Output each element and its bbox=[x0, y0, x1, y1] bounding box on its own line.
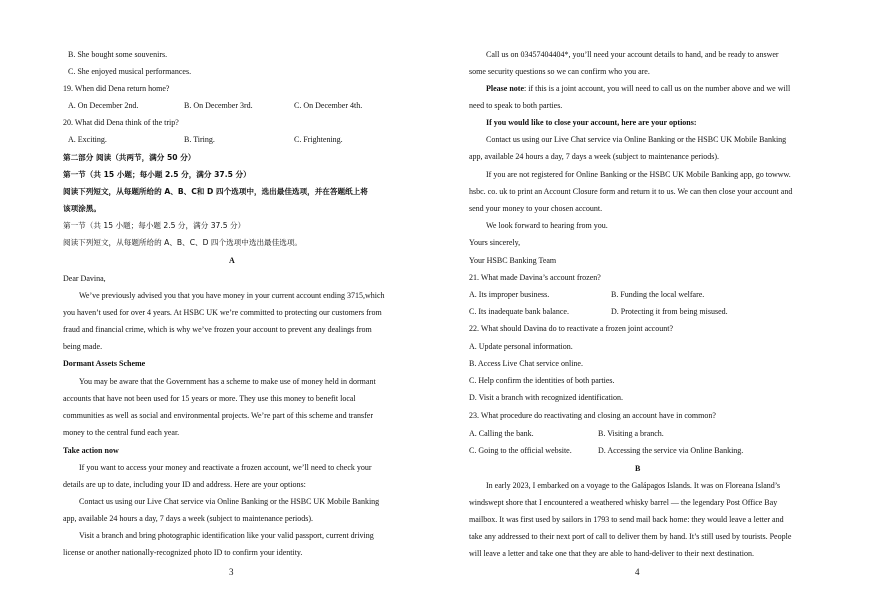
q22-option-a: A. Update personal information. bbox=[469, 342, 573, 351]
please-note-text: : if this is a joint account, you will need to call us on the number above and we will bbox=[524, 84, 791, 93]
paragraph-line: mailbox. It was first used by sailors in 1793 to send mail back home: they would leave a letter and bbox=[469, 515, 784, 524]
section1-instruction: 阅读下列短文，从每题所给的 A、B、C和 D 四个选项中，选出最佳选项，并在答题纸上将 bbox=[63, 187, 368, 196]
page-number-left: 3 bbox=[229, 567, 234, 577]
paragraph-line: If you want to access your money and reactivate a frozen account, we’ll need to check your bbox=[79, 463, 372, 472]
question-23: 23. What procedure do reactivating and closing an account have in common? bbox=[469, 411, 716, 420]
page-number-right: 4 bbox=[635, 567, 640, 577]
part2-title: 第二部分 阅读（共两节，满分 50 分） bbox=[63, 153, 196, 162]
paragraph-line: If you are not registered for Online Banking or the HSBC UK Mobile Banking app, go towww. bbox=[486, 170, 791, 179]
paragraph-line: need to speak to both parties. bbox=[469, 101, 563, 110]
paragraph-line: Visit a branch and bring photographic identification like your valid passport, current driving bbox=[79, 531, 374, 540]
question-19: 19. When did Dena return home? bbox=[63, 84, 170, 93]
paragraph-line: details are up to date, including your ID and address. Here are your options: bbox=[63, 480, 306, 489]
dormant-heading: Dormant Assets Scheme bbox=[63, 359, 146, 368]
paragraph-line: You may be aware that the Government has a scheme to make use of money held in dormant bbox=[79, 377, 376, 386]
paragraph-line: Contact us using our Live Chat service via Online Banking or the HSBC UK Mobile Banking bbox=[79, 497, 380, 506]
q23-option-d: D. Accessing the service via Online Banking. bbox=[598, 446, 744, 455]
paragraph-line: windswept shore that I encountered a weathered whisky barrel — the legendary Post Office Bay bbox=[469, 498, 778, 507]
q19-option-b: B. On December 3rd. bbox=[184, 101, 253, 110]
q21-option-a: A. Its improper business. bbox=[469, 290, 550, 299]
sign-off: Yours sincerely, bbox=[469, 238, 521, 247]
q22-option-d: D. Visit a branch with recognized identification. bbox=[469, 393, 623, 402]
q21-option-c: C. Its inadequate bank balance. bbox=[469, 307, 569, 316]
paragraph-line: We look forward to hearing from you. bbox=[486, 221, 608, 230]
section1b-instruction: 阅读下列短文，从每题所给的 A、B、C、D 四个选项中选出最佳选项。 bbox=[63, 238, 303, 247]
question-21: 21. What made Davina’s account frozen? bbox=[469, 273, 601, 282]
paragraph-line: In early 2023, I embarked on a voyage to the Galápagos Islands. It was on Floreana Island’s bbox=[486, 481, 781, 490]
passage-a-heading: A bbox=[229, 256, 235, 265]
paragraph-line: money to the central fund each year. bbox=[63, 428, 180, 437]
paragraph-line: Call us on 03457404404*, you’ll need your account details to hand, and be ready to answer bbox=[486, 50, 779, 59]
paragraph-line: you haven’t used for over 4 years. At HSBC UK we’re committed to protecting our customers from bbox=[63, 308, 382, 317]
section1-title: 第一节（共 15 小题；每小题 2.5 分，满分 37.5 分） bbox=[63, 170, 251, 179]
paragraph-line: take any addressed to their next port of call to deliver them by hand. It’s still used by tourists. People bbox=[469, 532, 792, 541]
paragraph-line: being made. bbox=[63, 342, 103, 351]
action-heading: Take action now bbox=[63, 446, 119, 455]
q19-option-c: C. On December 4th. bbox=[294, 101, 363, 110]
q20-option-a: A. Exciting. bbox=[68, 135, 107, 144]
paragraph-line: We’ve previously advised you that you have money in your current account ending 3715,which bbox=[79, 291, 385, 300]
paragraph-line: Contact us using our Live Chat service via Online Banking or the HSBC UK Mobile Banking bbox=[486, 135, 787, 144]
paragraph-line: some security questions so we can confirm who you are. bbox=[469, 67, 650, 76]
section1b-title: 第一节（共 15 小题；每小题 2.5 分，满分 37.5 分） bbox=[63, 221, 246, 230]
paragraph-line: will leave a letter and take one that they are able to hand-deliver to their next destination. bbox=[469, 549, 754, 558]
q20-option-c: C. Frightening. bbox=[294, 135, 343, 144]
q19-option-a: A. On December 2nd. bbox=[68, 101, 139, 110]
option-18c: C. She enjoyed musical performances. bbox=[68, 67, 192, 76]
q23-option-a: A. Calling the bank. bbox=[469, 429, 534, 438]
passage-b-heading: B bbox=[635, 464, 641, 473]
q23-option-c: C. Going to the official website. bbox=[469, 446, 572, 455]
paragraph-line: send your money to your chosen account. bbox=[469, 204, 603, 213]
paragraph-line: fraud and financial crime, which is why we’ve frozen your account to prevent any dealings from bbox=[63, 325, 372, 334]
please-note-label: Please note bbox=[486, 84, 524, 93]
q22-option-b: B. Access Live Chat service online. bbox=[469, 359, 583, 368]
section1-instruction-cont: 该项涂黑。 bbox=[63, 204, 101, 213]
option-18b: B. She bought some souvenirs. bbox=[68, 50, 168, 59]
question-22: 22. What should Davina do to reactivate a frozen joint account? bbox=[469, 324, 673, 333]
paragraph-line: app, available 24 hours a day, 7 days a week (subject to maintenance periods). bbox=[469, 152, 720, 161]
please-note-line bbox=[486, 84, 790, 94]
paragraph-line: accounts that have not been used for 15 years or more. They use this money to benefit local bbox=[63, 394, 356, 403]
q22-option-c: C. Help confirm the identities of both parties. bbox=[469, 376, 615, 385]
signature: Your HSBC Banking Team bbox=[469, 256, 557, 265]
q21-option-b: B. Funding the local welfare. bbox=[611, 290, 705, 299]
paragraph-line: communities as well as social and environmental projects. We’re part of this scheme and transfer bbox=[63, 411, 373, 420]
q23-option-b: B. Visiting a branch. bbox=[598, 429, 664, 438]
question-20: 20. What did Dena think of the trip? bbox=[63, 118, 179, 127]
close-account-heading: If you would like to close your account, here are your options: bbox=[486, 118, 697, 127]
q21-option-d: D. Protecting it from being misused. bbox=[611, 307, 728, 316]
q20-option-b: B. Tiring. bbox=[184, 135, 215, 144]
letter-greeting: Dear Davina, bbox=[63, 274, 106, 283]
paragraph-line: app, available 24 hours a day, 7 days a week (subject to maintenance periods). bbox=[63, 514, 314, 523]
paragraph-line: hsbc. co. uk to print an Account Closure form and return it to us. We can then close your account and bbox=[469, 187, 793, 196]
paragraph-line: license or another nationally-recognized photo ID to confirm your identity. bbox=[63, 548, 303, 557]
